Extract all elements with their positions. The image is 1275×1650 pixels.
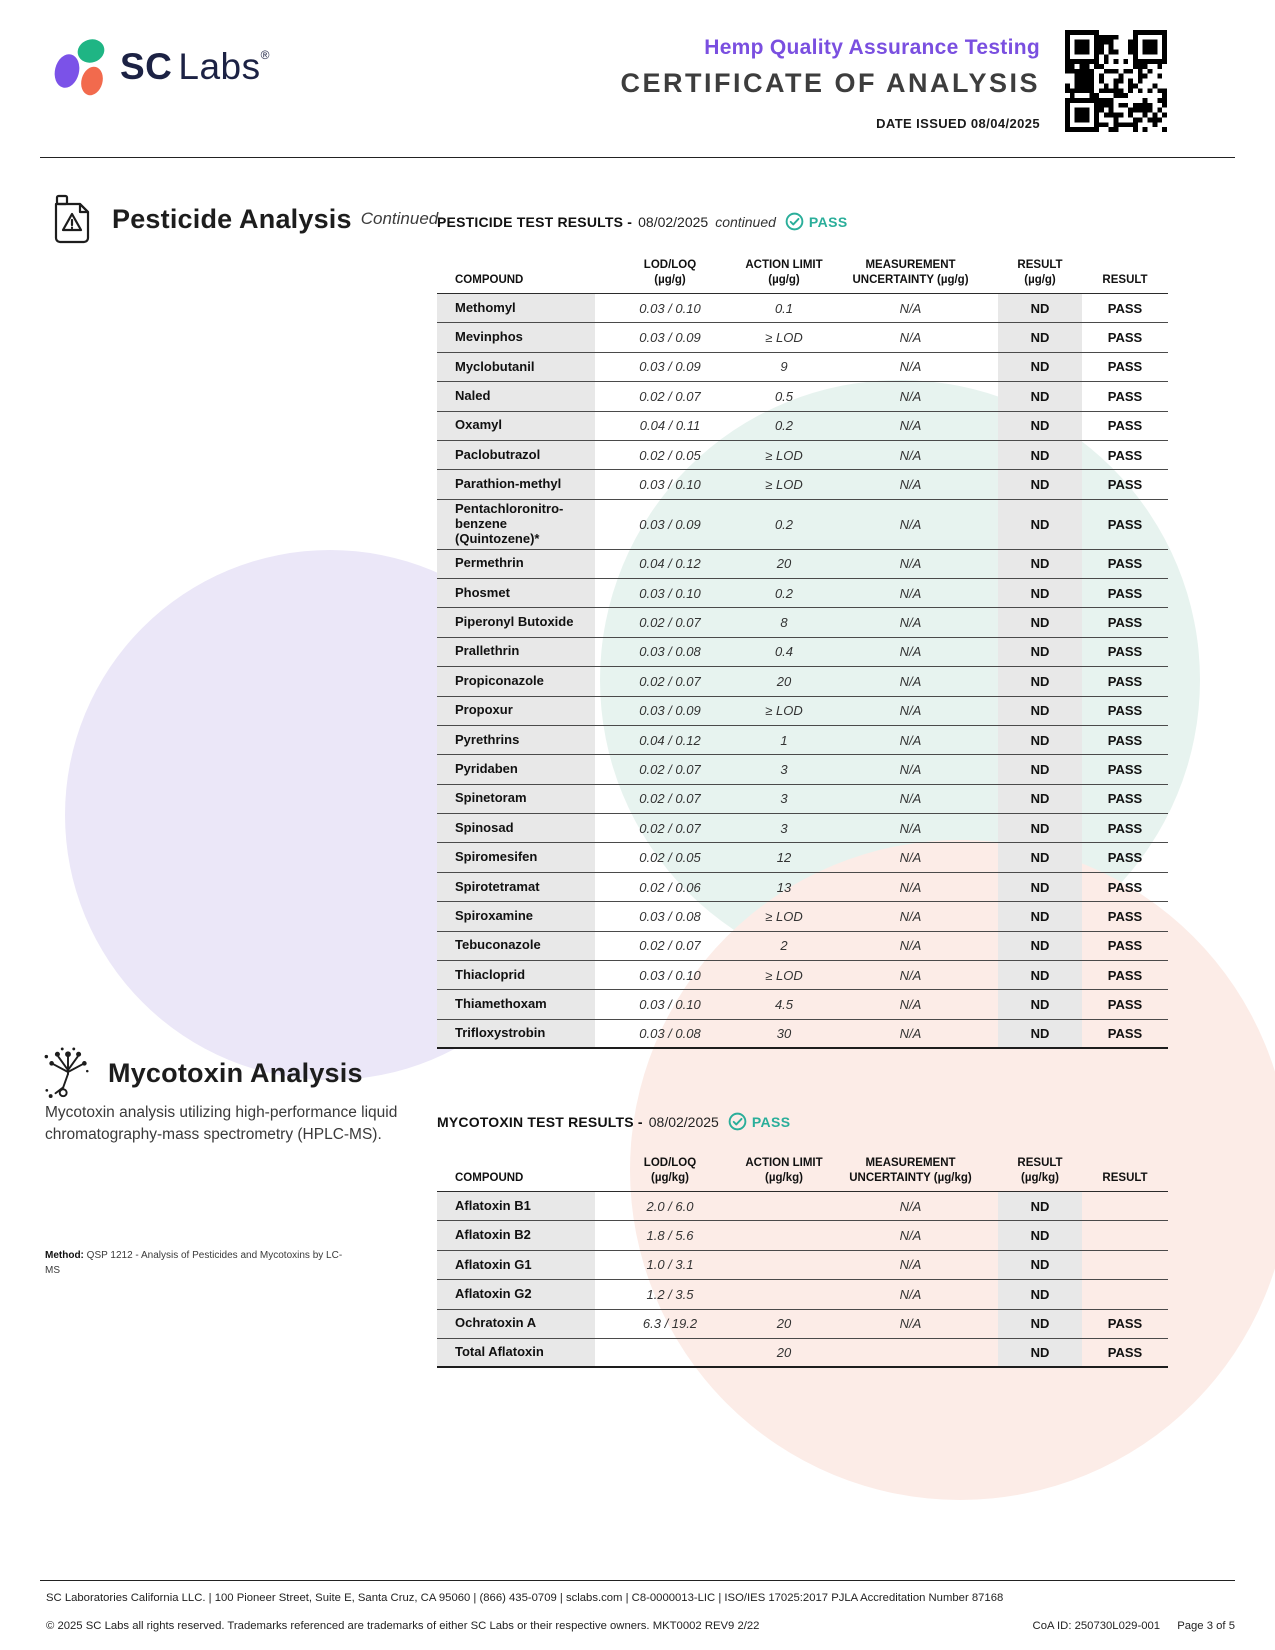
table-row — [437, 608, 1168, 637]
footer-page-number: Page 3 of 5 — [1177, 1620, 1235, 1632]
compound-cell: Parathion-methyl — [437, 470, 595, 498]
column-header-lod-loq: LOD/LOQ (µg/kg) — [643, 1157, 697, 1184]
lod-loq-cell: 0.03 / 0.09 — [639, 516, 701, 532]
uncertainty-cell: N/A — [899, 300, 922, 316]
column-header-result-status: RESULT — [1102, 1171, 1148, 1184]
table-row — [437, 755, 1168, 784]
result-status-cell: PASS — [1107, 967, 1143, 983]
table-row — [437, 1221, 1168, 1250]
result-status-cell: PASS — [1107, 615, 1143, 631]
action-limit-cell: 20 — [776, 1345, 792, 1361]
uncertainty-cell: N/A — [899, 997, 922, 1013]
lod-loq-cell: 1.8 / 5.6 — [646, 1228, 694, 1244]
result-status-cell: PASS — [1107, 330, 1143, 346]
table-row — [437, 902, 1168, 931]
result-value-cell: ND — [998, 500, 1082, 549]
lod-loq-cell: 0.03 / 0.09 — [639, 359, 701, 375]
column-header-result-value: RESULT (µg/g) — [1017, 259, 1063, 286]
header-divider — [40, 157, 1235, 158]
compound-cell: Spinosad — [437, 814, 595, 842]
mycotoxin-table — [437, 1146, 1168, 1368]
action-limit-cell: 0.1 — [774, 300, 794, 316]
result-value-cell: ND — [998, 638, 1082, 666]
table-row — [437, 470, 1168, 499]
document-title: CERTIFICATE OF ANALYSIS — [620, 68, 1040, 98]
uncertainty-cell: N/A — [899, 1025, 922, 1041]
result-status-cell — [1082, 1251, 1168, 1279]
action-limit-cell: 9 — [780, 359, 788, 375]
compound-cell: Spiromesifen — [437, 843, 595, 871]
footer-coa-id: CoA ID: 250730L029-001 — [1032, 1620, 1161, 1632]
footer-legal — [46, 1620, 1235, 1632]
action-limit-cell: 2 — [780, 938, 788, 954]
compound-cell: Ochratoxin A — [437, 1310, 595, 1338]
result-status-cell: PASS — [1107, 418, 1143, 434]
pesticide-section-title: Pesticide Analysis — [112, 203, 352, 234]
mycotoxin-section-title: Mycotoxin Analysis — [108, 1057, 363, 1088]
action-limit-cell: 13 — [776, 879, 792, 895]
uncertainty-cell: N/A — [899, 850, 922, 866]
result-value-cell: ND — [998, 1310, 1082, 1338]
pesticide-section-subtitle: Continued — [360, 209, 439, 228]
action-limit-cell: ≥ LOD — [765, 477, 803, 493]
uncertainty-cell: N/A — [899, 1257, 922, 1273]
uncertainty-cell: N/A — [899, 703, 922, 719]
uncertainty-cell: N/A — [899, 820, 922, 836]
action-limit-cell: 0.2 — [774, 516, 794, 532]
result-status-cell: PASS — [1107, 585, 1143, 601]
table-row — [437, 667, 1168, 696]
compound-cell: Pyrethrins — [437, 726, 595, 754]
lod-loq-cell: 0.03 / 0.08 — [639, 644, 701, 660]
uncertainty-cell: N/A — [899, 1286, 922, 1302]
result-status-cell: PASS — [1107, 359, 1143, 375]
pass-check-icon — [728, 1112, 747, 1131]
result-status-cell: PASS — [1107, 791, 1143, 807]
lod-loq-cell: 0.02 / 0.07 — [639, 938, 701, 954]
pesticide-canister-icon — [46, 192, 98, 246]
uncertainty-cell: N/A — [899, 585, 922, 601]
result-value-cell: ND — [998, 814, 1082, 842]
result-value-cell: ND — [998, 579, 1082, 607]
table-row — [437, 843, 1168, 872]
column-header-lod-loq: LOD/LOQ (µg/g) — [643, 259, 697, 286]
result-value-cell: ND — [998, 294, 1082, 322]
date-issued: DATE ISSUED 08/04/2025 — [876, 116, 1040, 131]
result-value-cell: ND — [998, 608, 1082, 636]
uncertainty-cell: N/A — [899, 388, 922, 404]
lod-loq-cell: 0.03 / 0.10 — [639, 997, 701, 1013]
uncertainty-cell: N/A — [899, 938, 922, 954]
pesticide-table — [437, 248, 1168, 1049]
uncertainty-cell: N/A — [899, 908, 922, 924]
compound-cell: Prallethrin — [437, 638, 595, 666]
result-status-cell: PASS — [1107, 300, 1143, 316]
table-row — [437, 412, 1168, 441]
action-limit-cell: 0.2 — [774, 418, 794, 434]
table-row — [437, 726, 1168, 755]
result-status-cell: PASS — [1107, 1345, 1143, 1361]
compound-cell: Pentachloronitro-benzene (Quintozene)* — [437, 500, 595, 549]
result-status-cell: PASS — [1107, 673, 1143, 689]
lod-loq-cell — [595, 1339, 745, 1366]
action-limit-cell: 0.4 — [774, 644, 794, 660]
result-value-cell: ND — [998, 873, 1082, 901]
lod-loq-cell: 0.04 / 0.11 — [639, 418, 701, 434]
result-value-cell: ND — [998, 1221, 1082, 1249]
lod-loq-cell: 0.03 / 0.10 — [639, 300, 701, 316]
result-value-cell: ND — [998, 785, 1082, 813]
action-limit-cell: 20 — [776, 556, 792, 572]
compound-cell: Aflatoxin G1 — [437, 1251, 595, 1279]
result-value-cell: ND — [998, 667, 1082, 695]
lod-loq-cell: 0.03 / 0.09 — [639, 330, 701, 346]
result-status-cell: PASS — [1107, 477, 1143, 493]
result-status-cell — [1082, 1221, 1168, 1249]
compound-cell: Methomyl — [437, 294, 595, 322]
uncertainty-cell: N/A — [899, 791, 922, 807]
lod-loq-cell: 0.03 / 0.08 — [639, 1025, 701, 1041]
table-row — [437, 353, 1168, 382]
compound-cell: Spiroxamine — [437, 902, 595, 930]
result-value-cell: ND — [998, 932, 1082, 960]
compound-cell: Trifloxystrobin — [437, 1020, 595, 1047]
uncertainty-cell: N/A — [899, 879, 922, 895]
lod-loq-cell: 6.3 / 19.2 — [642, 1316, 698, 1332]
lod-loq-cell: 0.04 / 0.12 — [639, 556, 701, 572]
result-status-cell: PASS — [1107, 703, 1143, 719]
pesticide-table-header — [437, 248, 1168, 294]
result-status-cell — [1082, 1192, 1168, 1220]
result-status-cell: PASS — [1107, 997, 1143, 1013]
compound-cell: Tebuconazole — [437, 932, 595, 960]
result-value-cell: ND — [998, 412, 1082, 440]
compound-cell: Aflatoxin B2 — [437, 1221, 595, 1249]
result-value-cell: ND — [998, 441, 1082, 469]
mycotoxin-description: Mycotoxin analysis utilizing high-performance liquid chromatography-mass spectrometry (HPLC-MS). — [45, 1104, 398, 1143]
compound-cell: Propoxur — [437, 697, 595, 725]
action-limit-cell: 8 — [780, 615, 788, 631]
lod-loq-cell: 0.03 / 0.09 — [639, 703, 701, 719]
compound-cell: Thiacloprid — [437, 961, 595, 989]
compound-cell: Spinetoram — [437, 785, 595, 813]
column-header-uncertainty: MEASUREMENT UNCERTAINTY (µg/kg) — [849, 1157, 972, 1184]
uncertainty-cell: N/A — [899, 644, 922, 660]
uncertainty-cell: N/A — [899, 556, 922, 572]
compound-cell: Total Aflatoxin — [437, 1339, 595, 1366]
lod-loq-cell: 0.03 / 0.08 — [639, 908, 701, 924]
column-header-compound: COMPOUND — [455, 273, 524, 286]
result-status-cell: PASS — [1107, 850, 1143, 866]
uncertainty-cell: N/A — [899, 1316, 922, 1332]
program-title: Hemp Quality Assurance Testing — [704, 36, 1040, 59]
uncertainty-cell: N/A — [899, 615, 922, 631]
result-value-cell: ND — [998, 323, 1082, 351]
compound-cell: Oxamyl — [437, 412, 595, 440]
action-limit-cell: 12 — [776, 850, 792, 866]
compound-cell: Aflatoxin B1 — [437, 1192, 595, 1220]
compound-cell: Spirotetramat — [437, 873, 595, 901]
result-status-cell: PASS — [1107, 820, 1143, 836]
result-status-cell: PASS — [1107, 388, 1143, 404]
result-value-cell: ND — [998, 550, 1082, 578]
compound-cell: Naled — [437, 382, 595, 410]
result-value-cell: ND — [998, 382, 1082, 410]
table-row — [437, 1251, 1168, 1280]
mycotoxin-results-heading: MYCOTOXIN TEST RESULTS - 08/02/2025 PASS — [437, 1113, 791, 1130]
table-row — [437, 638, 1168, 667]
uncertainty-cell: N/A — [899, 1198, 922, 1214]
result-value-cell: ND — [998, 843, 1082, 871]
action-limit-cell: 4.5 — [774, 997, 794, 1013]
compound-cell: Propiconazole — [437, 667, 595, 695]
column-header-compound: COMPOUND — [455, 1171, 524, 1184]
uncertainty-cell: N/A — [899, 673, 922, 689]
action-limit-cell: ≥ LOD — [765, 703, 803, 719]
lod-loq-cell: 0.02 / 0.07 — [639, 673, 701, 689]
action-limit-cell: 3 — [780, 820, 788, 836]
table-row — [437, 814, 1168, 843]
column-header-result-status: RESULT — [1102, 273, 1148, 286]
lod-loq-cell: 0.03 / 0.10 — [639, 967, 701, 983]
mycotoxin-method: Method: QSP 1212 - Analysis of Pesticides and Mycotoxins by LC-MS — [45, 1250, 343, 1276]
table-row — [437, 500, 1168, 550]
lod-loq-cell: 0.03 / 0.10 — [639, 477, 701, 493]
lod-loq-cell: 0.02 / 0.05 — [639, 850, 701, 866]
footer-lab-info: SC Laboratories California LLC. | 100 Pioneer Street, Suite E, Santa Cruz, CA 95060 | (866) 435-0709 | sclabs.com | C8-0000013-LIC | ISO/IES 17025:2017 PJLA Accreditation Number 87168 — [46, 1592, 1004, 1604]
result-status-cell: PASS — [1107, 938, 1143, 954]
lod-loq-cell: 0.02 / 0.07 — [639, 615, 701, 631]
result-value-cell: ND — [998, 902, 1082, 930]
table-row — [437, 990, 1168, 1019]
uncertainty-cell: N/A — [899, 447, 922, 463]
result-status-cell: PASS — [1107, 732, 1143, 748]
table-row — [437, 1020, 1168, 1049]
table-row — [437, 1339, 1168, 1368]
lod-loq-cell: 0.03 / 0.10 — [639, 585, 701, 601]
action-limit-cell: ≥ LOD — [765, 330, 803, 346]
result-status-cell — [1082, 1280, 1168, 1308]
compound-cell: Pyridaben — [437, 755, 595, 783]
action-limit-cell: 3 — [780, 791, 788, 807]
table-row — [437, 1280, 1168, 1309]
qr-code-icon — [1065, 28, 1167, 134]
compound-cell: Thiamethoxam — [437, 990, 595, 1018]
action-limit-cell — [745, 1251, 823, 1279]
action-limit-cell: 3 — [780, 761, 788, 777]
result-value-cell: ND — [998, 1280, 1082, 1308]
action-limit-cell: 0.2 — [774, 585, 794, 601]
compound-cell: Permethrin — [437, 550, 595, 578]
result-status-cell: PASS — [1107, 516, 1143, 532]
table-row — [437, 323, 1168, 352]
result-status-cell: PASS — [1107, 1316, 1143, 1332]
pesticide-results-heading: PESTICIDE TEST RESULTS - 08/02/2025 continued PASS — [437, 213, 848, 230]
sc-labs-logo-mark-icon — [52, 36, 108, 98]
uncertainty-cell — [823, 1339, 998, 1366]
action-limit-cell: 0.5 — [774, 388, 794, 404]
uncertainty-cell: N/A — [899, 477, 922, 493]
uncertainty-cell: N/A — [899, 330, 922, 346]
footer-copyright: © 2025 SC Labs all rights reserved. Trademarks referenced are trademarks of either SC Labs or their respective owners. MKT0002 REV9 2/22 — [46, 1620, 760, 1632]
column-header-action-limit: ACTION LIMIT (µg/kg) — [745, 1157, 823, 1184]
mold-spore-icon — [42, 1046, 94, 1100]
compound-cell: Phosmet — [437, 579, 595, 607]
action-limit-cell: ≥ LOD — [765, 908, 803, 924]
action-limit-cell — [745, 1280, 823, 1308]
uncertainty-cell: N/A — [899, 967, 922, 983]
column-header-result-value: RESULT (µg/kg) — [1017, 1157, 1063, 1184]
lod-loq-cell: 0.02 / 0.05 — [639, 447, 701, 463]
table-row — [437, 1310, 1168, 1339]
result-value-cell: ND — [998, 755, 1082, 783]
table-row — [437, 382, 1168, 411]
table-row — [437, 785, 1168, 814]
lod-loq-cell: 0.02 / 0.07 — [639, 388, 701, 404]
result-status-cell: PASS — [1107, 879, 1143, 895]
table-row — [437, 579, 1168, 608]
result-value-cell: ND — [998, 353, 1082, 381]
uncertainty-cell: N/A — [899, 418, 922, 434]
table-row — [437, 441, 1168, 470]
lod-loq-cell: 0.02 / 0.07 — [639, 820, 701, 836]
lod-loq-cell: 0.04 / 0.12 — [639, 732, 701, 748]
result-value-cell: ND — [998, 726, 1082, 754]
pass-badge: PASS — [751, 1113, 791, 1130]
result-value-cell: ND — [998, 990, 1082, 1018]
action-limit-cell: 20 — [776, 1316, 792, 1332]
table-row — [437, 932, 1168, 961]
mycotoxin-table-header — [437, 1146, 1168, 1192]
result-status-cell: PASS — [1107, 908, 1143, 924]
uncertainty-cell: N/A — [899, 761, 922, 777]
result-status-cell: PASS — [1107, 1025, 1143, 1041]
result-value-cell: ND — [998, 1251, 1082, 1279]
action-limit-cell — [745, 1221, 823, 1249]
action-limit-cell: 30 — [776, 1025, 792, 1041]
compound-cell: Paclobutrazol — [437, 441, 595, 469]
result-value-cell: ND — [998, 1339, 1082, 1366]
uncertainty-cell: N/A — [899, 516, 922, 532]
action-limit-cell: ≥ LOD — [765, 447, 803, 463]
table-row — [437, 961, 1168, 990]
pass-check-icon — [785, 212, 804, 231]
result-status-cell: PASS — [1107, 644, 1143, 660]
compound-cell: Aflatoxin G2 — [437, 1280, 595, 1308]
result-value-cell: ND — [998, 470, 1082, 498]
table-row — [437, 873, 1168, 902]
footer-divider — [40, 1580, 1235, 1581]
lod-loq-cell: 2.0 / 6.0 — [646, 1198, 694, 1214]
compound-cell: Piperonyl Butoxide — [437, 608, 595, 636]
sc-labs-logo — [52, 36, 270, 98]
table-row — [437, 1192, 1168, 1221]
result-status-cell: PASS — [1107, 556, 1143, 572]
table-row — [437, 550, 1168, 579]
result-value-cell: ND — [998, 961, 1082, 989]
sc-labs-logo-text: SC Labs® — [120, 46, 270, 87]
uncertainty-cell: N/A — [899, 359, 922, 375]
uncertainty-cell: N/A — [899, 1228, 922, 1244]
action-limit-cell: ≥ LOD — [765, 967, 803, 983]
result-value-cell: ND — [998, 697, 1082, 725]
pass-badge: PASS — [808, 213, 848, 230]
result-value-cell: ND — [998, 1020, 1082, 1047]
result-status-cell: PASS — [1107, 447, 1143, 463]
compound-cell: Mevinphos — [437, 323, 595, 351]
compound-cell: Myclobutanil — [437, 353, 595, 381]
table-row — [437, 294, 1168, 323]
column-header-action-limit: ACTION LIMIT (µg/g) — [745, 259, 823, 286]
action-limit-cell: 20 — [776, 673, 792, 689]
column-header-uncertainty: MEASUREMENT UNCERTAINTY (µg/g) — [852, 259, 969, 286]
result-value-cell: ND — [998, 1192, 1082, 1220]
lod-loq-cell: 0.02 / 0.07 — [639, 761, 701, 777]
table-row — [437, 697, 1168, 726]
lod-loq-cell: 0.02 / 0.07 — [639, 791, 701, 807]
uncertainty-cell: N/A — [899, 732, 922, 748]
result-status-cell: PASS — [1107, 761, 1143, 777]
action-limit-cell: 1 — [780, 732, 788, 748]
action-limit-cell — [745, 1192, 823, 1220]
lod-loq-cell: 0.02 / 0.06 — [639, 879, 701, 895]
lod-loq-cell: 1.0 / 3.1 — [646, 1257, 694, 1273]
lod-loq-cell: 1.2 / 3.5 — [646, 1286, 694, 1302]
